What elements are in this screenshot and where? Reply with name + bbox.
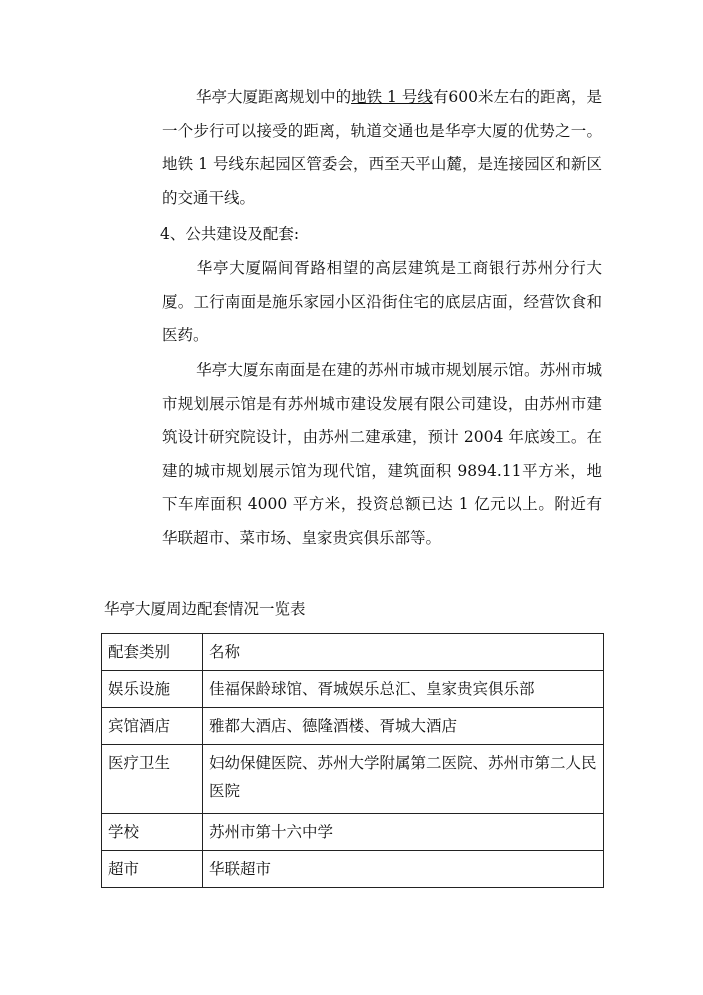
table-title: 华亭大厦周边配套情况一览表 [104, 600, 306, 618]
paragraph-metro [162, 81, 602, 215]
name-cell: 佳福保龄球馆、胥城娱乐总汇、皇家贵宾俱乐部 [203, 671, 604, 708]
header-name-cell: 名称 [203, 634, 604, 671]
supporting-facilities-table [101, 633, 604, 888]
paragraph-exhibition-hall-text: 华亭大厦东南面是在建的苏州市城市规划展示馆。苏州市城市规划展示馆是有苏州城市建设发展有限公司建设，由苏州市建筑设计研究院设计，由苏州二建承建，预计 2004 年底竣工。在建的城市规划展示馆为现代馆，建筑面积 9894.11平方米，地下车库面积 4000 平方米，投资总额已达 1 亿元以上。附近有华联超市、菜市场、皇家贵宾俱乐部等。 [162, 361, 602, 547]
category-cell: 医疗卫生 [102, 745, 203, 814]
table-row [102, 671, 604, 708]
table-row [102, 745, 604, 814]
paragraph-neighbor-buildings-text: 华亭大厦隔间胥路相望的高层建筑是工商银行苏州分行大厦。工行南面是施乐家园小区沿街住宅的底层店面，经营饮食和医药。 [162, 259, 602, 344]
header-category-cell: 配套类别 [102, 634, 203, 671]
category-cell: 宾馆酒店 [102, 708, 203, 745]
table-header-row [102, 634, 604, 671]
paragraph-exhibition-hall [162, 354, 602, 555]
table-row [102, 814, 604, 851]
paragraph-metro-text-b: 有600米左右的距离，是一个步行可以接受的距离，轨道交通也是华亭大厦的优势之一。地铁 1 号线东起园区管委会，西至天平山麓，是连接园区和新区的交通干线。 [162, 88, 602, 207]
name-cell: 苏州市第十六中学 [203, 814, 604, 851]
name-cell: 妇幼保健医院、苏州大学附属第二医院、苏州市第二人民医院 [203, 745, 604, 814]
category-cell: 娱乐设施 [102, 671, 203, 708]
metro-line-link-text: 地铁 1 号线 [351, 88, 433, 106]
section-heading-public-facilities: 4、公共建设及配套: [160, 225, 300, 243]
paragraph-metro-text-a: 华亭大厦距离规划中的 [196, 88, 352, 106]
category-cell: 超市 [102, 851, 203, 888]
name-cell: 雅都大酒店、德隆酒楼、胥城大酒店 [203, 708, 604, 745]
table-row [102, 851, 604, 888]
table-row [102, 708, 604, 745]
category-cell: 学校 [102, 814, 203, 851]
paragraph-neighbor-buildings [162, 252, 602, 353]
name-cell: 华联超市 [203, 851, 604, 888]
